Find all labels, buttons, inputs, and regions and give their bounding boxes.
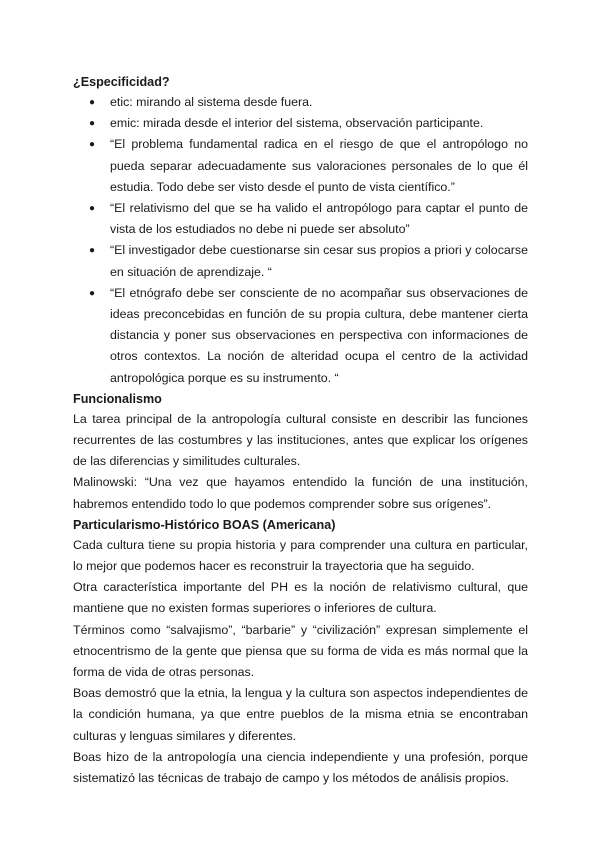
list-item-text: emic: mirada desde el interior del sistema, observación participante.: [110, 116, 484, 131]
paragraph: Malinowski: “Una vez que hayamos entendido la función de una institución, habremos entendido todo lo que podemos comprender sobre sus orígenes”.: [73, 475, 528, 511]
list-item: [73, 240, 528, 282]
bullet-icon: ●: [89, 118, 96, 130]
document-body: [73, 72, 528, 789]
heading-particularismo: Particularismo-Histórico BOAS (Americana): [73, 517, 336, 532]
list-item-text: “El relativismo del que se ha valido el antropólogo para captar el punto de vista de los estudiados no debe ni puede ser absoluto”: [110, 201, 528, 237]
bullet-icon: ●: [89, 203, 96, 215]
heading-funcionalismo: Funcionalismo: [73, 391, 162, 406]
list-item-text: “El etnógrafo debe ser consciente de no acompañar sus observaciones de ideas preconcebidas en función de su propia cultura, debe mantener cierta distancia y poner sus observaciones en perspectiva con informaciones de otros contextos. La noción de alteridad ocupa el centro de la actividad antropológica porque es su instrumento. “: [110, 285, 528, 385]
list-item-text: “El investigador debe cuestionarse sin cesar sus propios a priori y colocarse en situación de aprendizaje. “: [110, 243, 528, 279]
bullet-icon: ●: [89, 97, 96, 108]
list-item: [73, 198, 528, 240]
list-item: [73, 283, 528, 389]
paragraph: La tarea principal de la antropología cultural consiste en describir las funciones recurrentes de las costumbres y las instituciones, antes que explicar los orígenes de las diferencias y similitudes culturales.: [73, 411, 528, 469]
bullet-icon: ●: [89, 245, 96, 257]
paragraph: Cada cultura tiene su propia historia y para comprender una cultura en particular, lo mejor que podemos hacer es reconstruir la trayectoria que ha seguido.: [73, 537, 528, 574]
bullet-icon: ●: [89, 287, 96, 299]
list-item: [73, 92, 528, 113]
list-item: [73, 113, 528, 134]
paragraph: Términos como “salvajismo”, “barbarie” y “civilización” expresan simplemente el etnocentrismo de la gente que piensa que su forma de vida es más normal que la forma de vida de otras personas.: [73, 622, 528, 680]
list-item: [73, 134, 528, 198]
list-item-text: “El problema fundamental radica en el riesgo de que el antropólogo no pueda separar adecuadamente sus valoraciones personales de lo que él estudia. Todo debe ser visto desde el punto de vista científico.”: [110, 137, 528, 194]
bullet-icon: ●: [89, 139, 96, 151]
heading-especificidad: ¿Especificidad?: [73, 75, 170, 89]
paragraph: Boas demostró que la etnia, la lengua y la cultura son aspectos independientes de la condición humana, ya que entre pueblos de la misma etnia se encontraban culturas y lenguas similares y diferentes.: [73, 686, 528, 743]
especificidad-list: [73, 92, 528, 389]
paragraph: Otra característica importante del PH es la noción de relativismo cultural, que mantiene que no existen formas superiores o inferiores de cultura.: [73, 580, 528, 616]
list-item-text: etic: mirando al sistema desde fuera.: [110, 95, 313, 109]
paragraph: Boas hizo de la antropología una ciencia independiente y una profesión, porque sistematizó las técnicas de trabajo de campo y los métodos de análisis propios.: [73, 749, 528, 786]
